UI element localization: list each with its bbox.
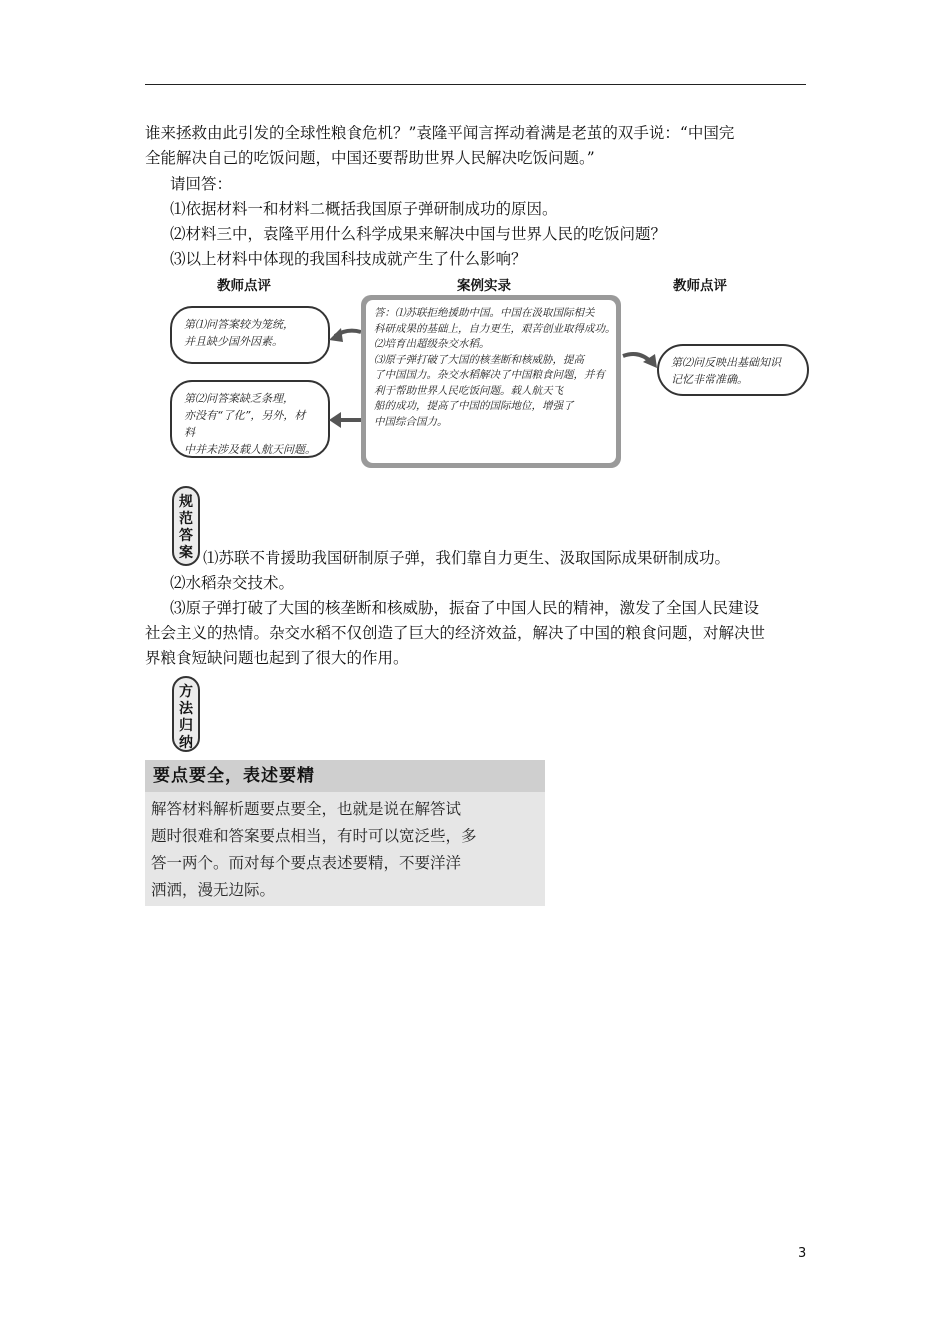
comment2-line: 中并未涉及载人航天问题。	[184, 443, 316, 456]
standard-answer-tag	[172, 486, 200, 566]
case-line: 中国综合国力。	[374, 415, 448, 428]
case-line: 答：⑴苏联拒绝援助中国。中国在汲取国际相关	[374, 307, 595, 319]
case-record-text	[366, 300, 616, 463]
tag-char: 案	[179, 545, 193, 561]
method-line: 解答材料解析题要点要全，也就是说在解答试	[151, 800, 462, 818]
comment1-line: 第⑴问答案较为笼统，	[184, 318, 294, 331]
case-record-box	[361, 295, 621, 468]
method-line: 洒洒，漫无边际。	[151, 881, 276, 899]
page-number: 3	[798, 1246, 807, 1261]
arrow-head-1	[329, 328, 343, 342]
left-header: 教师点评	[217, 278, 271, 294]
comment1-line: 并且缺少国外因素。	[184, 335, 283, 348]
material-line-2: 全能解决自己的吃饭问题，中国还要帮助世界人民解决吃饭问题。”	[145, 149, 595, 167]
method-summary-tag	[172, 676, 200, 752]
case-line: 利于帮助世界人民吃饭问题。载人航天飞	[374, 384, 563, 397]
tag-char: 方	[179, 684, 193, 700]
method-line: 题时很难和答案要点相当，有时可以宽泛些，多	[151, 827, 477, 845]
tag-char: 规	[179, 494, 193, 510]
material-line-1: 谁来拯救由此引发的全球性粮食危机？”袁隆平闻言挥动着满是老茧的双手说：“中国完	[145, 124, 735, 142]
header-rule	[145, 84, 806, 85]
comment3-line: 记忆非常准确。	[671, 373, 748, 386]
case-line: ⑵培育出超级杂交水稻。	[374, 338, 490, 350]
case-line: 了中国国力。杂交水稻解决了中国粮食问题，并有	[374, 369, 605, 381]
tag-char: 答	[179, 528, 193, 544]
question-3: ⑶以上材料中体现的我国科技成就产生了什么影响？	[170, 250, 527, 268]
tag-char: 纳	[179, 735, 193, 751]
tag-char: 法	[179, 701, 193, 717]
tag-char: 归	[179, 718, 193, 734]
method-summary-title: 要点要全，表述要精	[145, 760, 545, 792]
answer-3-line-1: ⑶原子弹打破了大国的核垄断和核威胁，振奋了中国人民的精神，激发了全国人民建设	[170, 599, 760, 617]
case-diagram	[165, 270, 815, 470]
answer-3-line-3: 界粮食短缺问题也起到了很大的作用。	[145, 649, 409, 667]
question-2: ⑵材料三中，袁隆平用什么科学成果来解决中国与世界人民的吃饭问题？	[170, 225, 667, 243]
method-summary-body	[151, 796, 541, 904]
center-header: 案例实录	[457, 278, 511, 294]
right-header: 教师点评	[673, 278, 727, 294]
tag-char: 范	[179, 511, 193, 527]
answer-2: ⑵水稻杂交技术。	[170, 574, 295, 592]
case-line: 科研成果的基础上，自力更生，艰苦创业取得成功。	[374, 322, 616, 335]
method-line: 答一两个。而对每个要点表述要精，不要洋洋	[151, 854, 462, 872]
answer-3-line-2: 社会主义的热情。杂交水稻不仅创造了巨大的经济效益，解决了中国的粮食问题，对解决世	[145, 624, 766, 642]
prompt-text: 请回答：	[170, 175, 233, 193]
comment2-line: 亦没有“了化”，另外，材料	[184, 409, 306, 439]
arrow-head-2	[329, 412, 341, 428]
comment3-line: 第⑵问反映出基础知识	[671, 356, 781, 369]
answer-1: ⑴苏联不肯援助我国研制原子弹，我们靠自力更生、汲取国际成果研制成功。	[203, 549, 731, 567]
method-summary-box	[145, 760, 545, 906]
teacher-comment-3	[657, 344, 809, 396]
question-1: ⑴依据材料一和材料二概括我国原子弹研制成功的原因。	[170, 200, 558, 218]
case-line: ⑶原子弹打破了大国的核垄断和核威胁，提高	[374, 353, 584, 366]
case-line: 船的成功，提高了中国的国际地位，增强了	[374, 400, 574, 412]
comment2-line: 第⑵问答案缺乏条理，	[184, 392, 294, 405]
